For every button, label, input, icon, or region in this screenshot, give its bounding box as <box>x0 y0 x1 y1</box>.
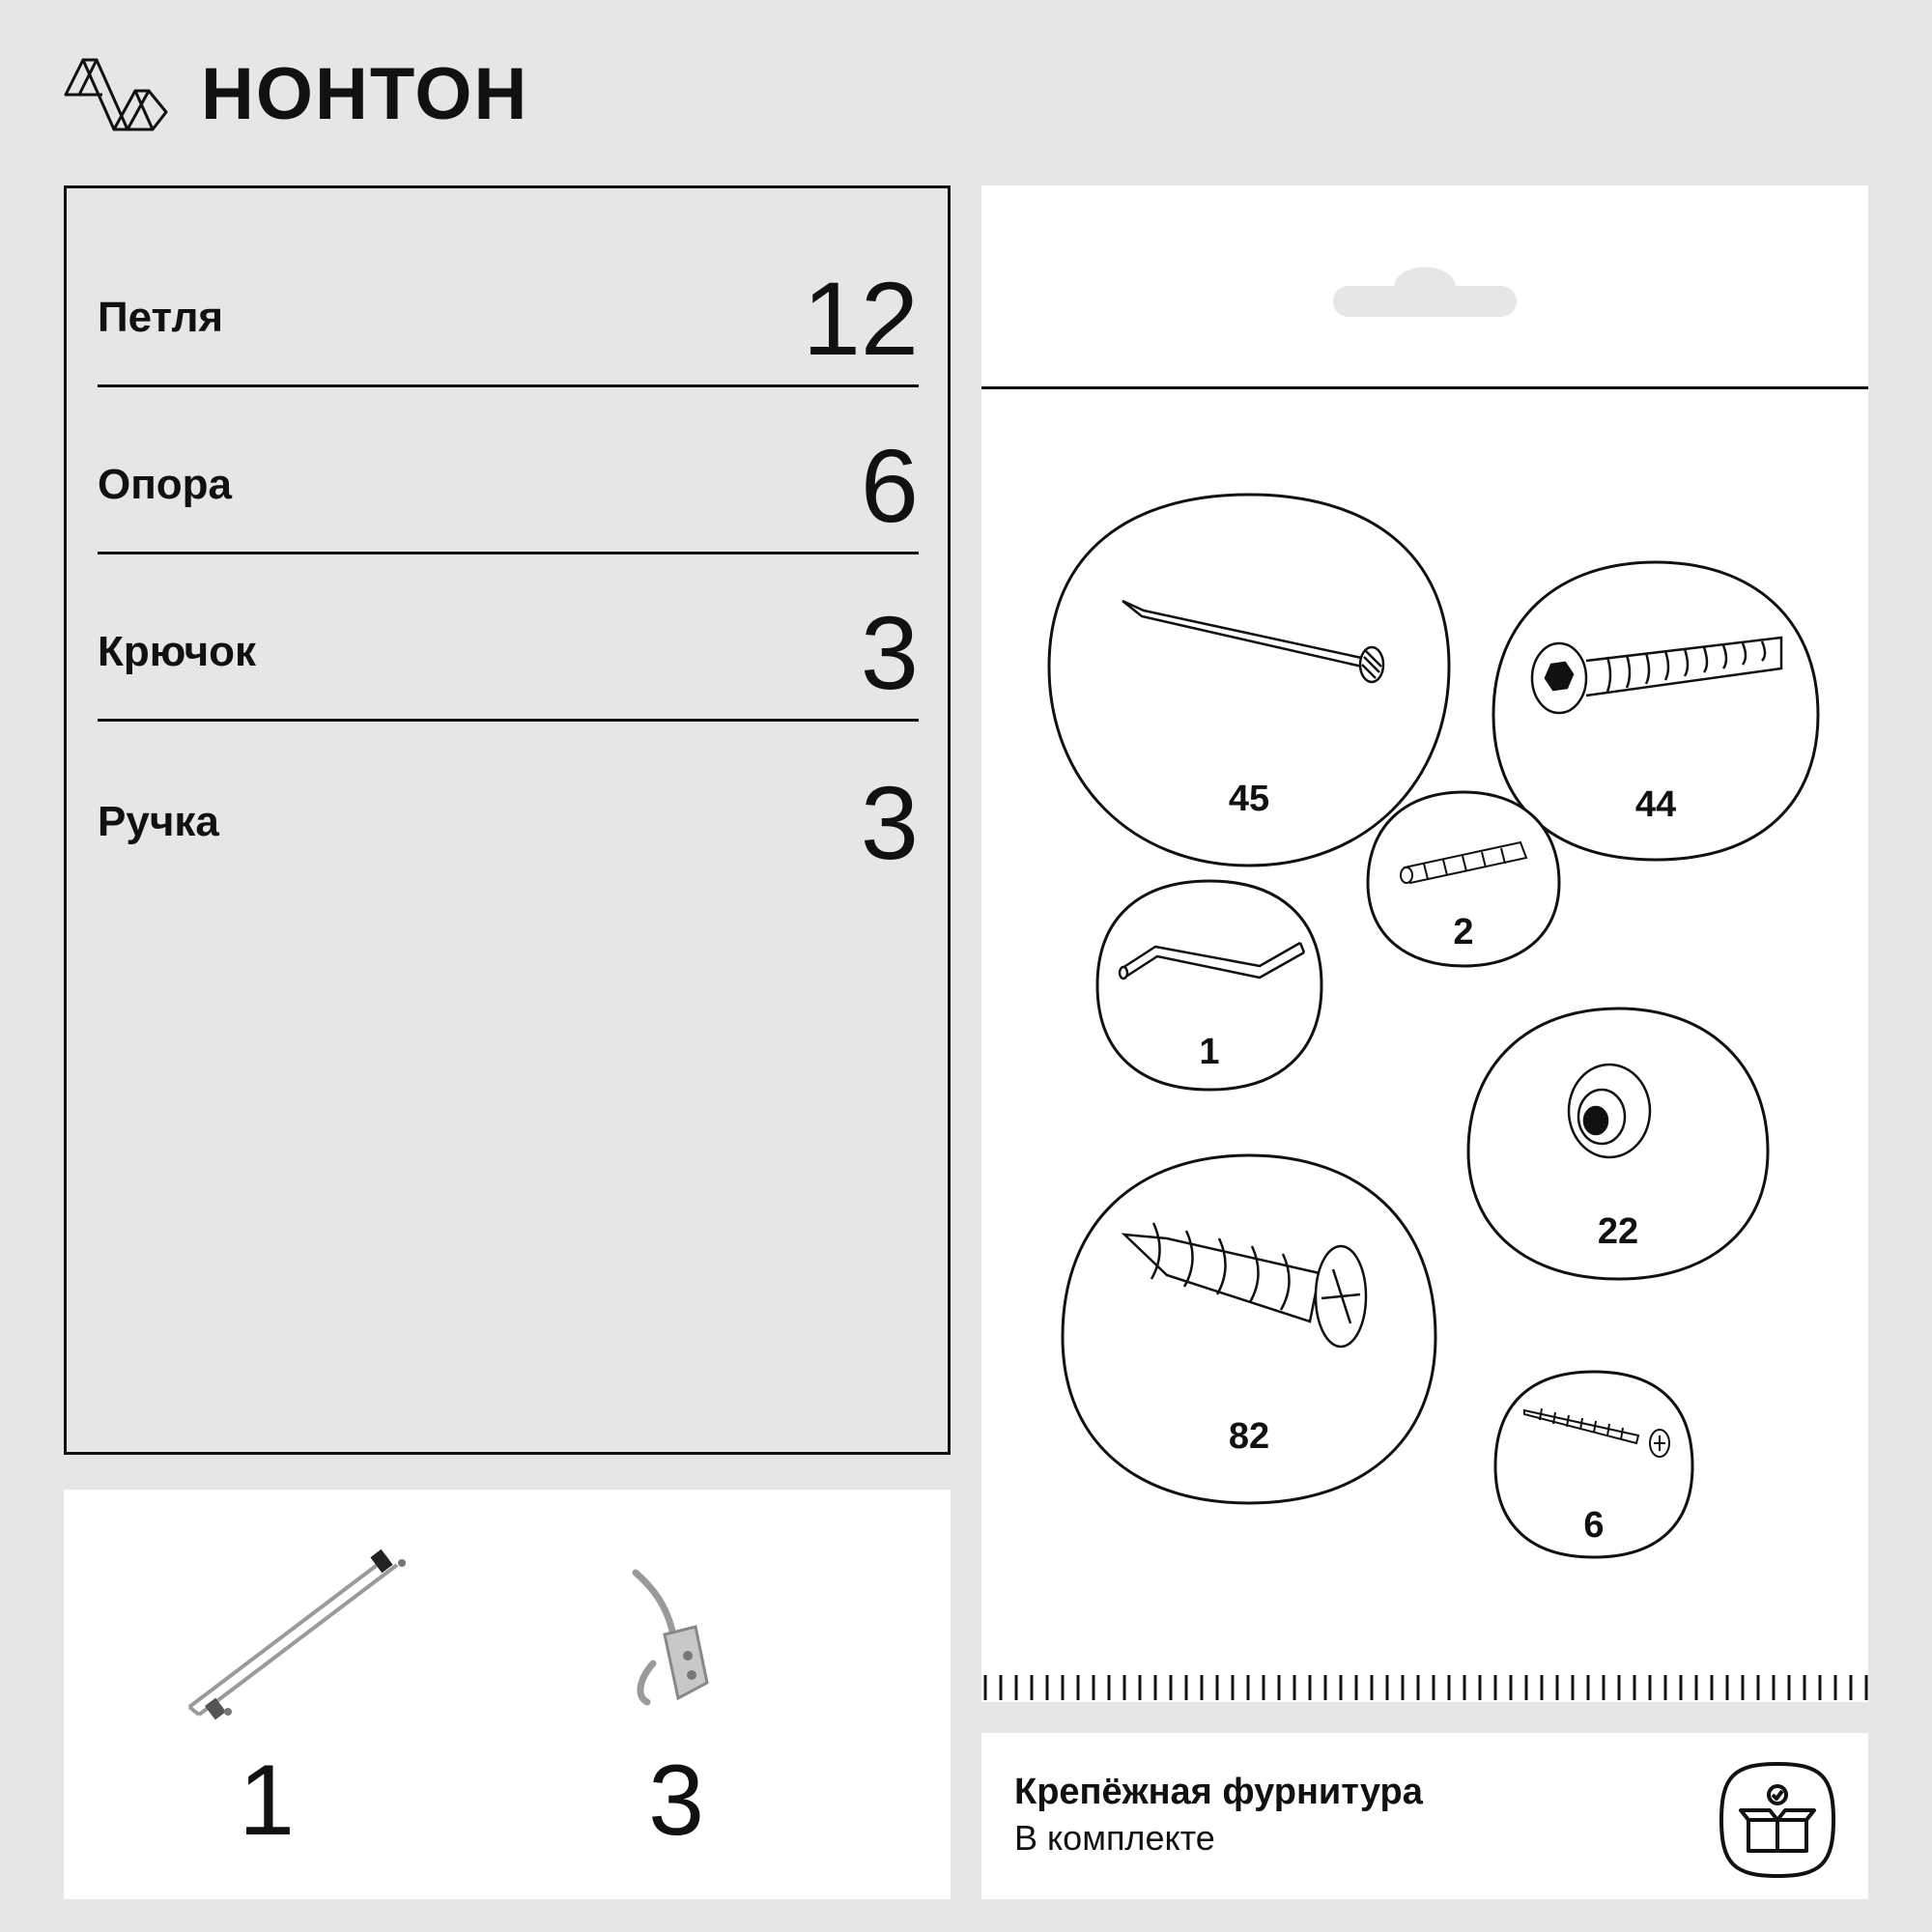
part-row <box>98 724 919 889</box>
fastener-bubble <box>1061 1153 1437 1505</box>
extra-quantity: 3 <box>648 1745 704 1857</box>
part-name: Петля <box>98 294 224 341</box>
part-name: Крючок <box>98 628 257 675</box>
brand-logo <box>64 53 566 135</box>
box-check-icon <box>1719 1762 1835 1878</box>
part-quantity: 3 <box>860 764 919 881</box>
fastener-quantity: 2 <box>1453 912 1474 952</box>
part-quantity: 3 <box>860 594 919 711</box>
fastener-quantity: 45 <box>1228 779 1270 819</box>
fastener-quantity: 1 <box>1199 1032 1220 1072</box>
extra-item <box>64 1490 469 1899</box>
fastener-package <box>981 185 1868 1702</box>
part-row <box>98 557 919 722</box>
fastener-quantity: 44 <box>1634 784 1677 825</box>
coat-hook-icon <box>618 1567 724 1712</box>
part-name: Ручка <box>98 798 219 845</box>
zigzag-logo-icon <box>64 56 168 133</box>
part-quantity: 6 <box>860 427 919 544</box>
extra-item <box>473 1490 879 1899</box>
part-quantity: 12 <box>802 260 919 377</box>
hanger-rod-icon <box>170 1538 421 1731</box>
hang-slot-icon <box>1317 253 1533 317</box>
extra-quantity: 1 <box>239 1745 295 1857</box>
parts-list <box>64 185 951 1455</box>
fastener-info-card <box>981 1733 1868 1899</box>
fastener-bubble <box>1466 1007 1770 1281</box>
perforation-ticks <box>981 1673 1868 1702</box>
fastener-quantity: 22 <box>1597 1211 1639 1252</box>
card-subtitle: В комплекте <box>1014 1818 1215 1858</box>
part-row <box>98 390 919 554</box>
screw-cap-icon <box>1569 1065 1650 1157</box>
extra-items-panel <box>64 1490 951 1899</box>
part-name: Опора <box>98 461 233 508</box>
fastener-bubble <box>1493 1370 1694 1559</box>
package-divider <box>981 386 1868 389</box>
fastener-quantity: 6 <box>1583 1505 1605 1546</box>
brand-name: НОНТОН <box>201 53 529 135</box>
part-row <box>98 223 919 387</box>
fastener-bubble <box>1366 790 1561 968</box>
fastener-bubble <box>1095 879 1323 1092</box>
fastener-quantity: 82 <box>1228 1416 1270 1457</box>
card-title: Крепёжная фурнитура <box>1014 1772 1423 1812</box>
